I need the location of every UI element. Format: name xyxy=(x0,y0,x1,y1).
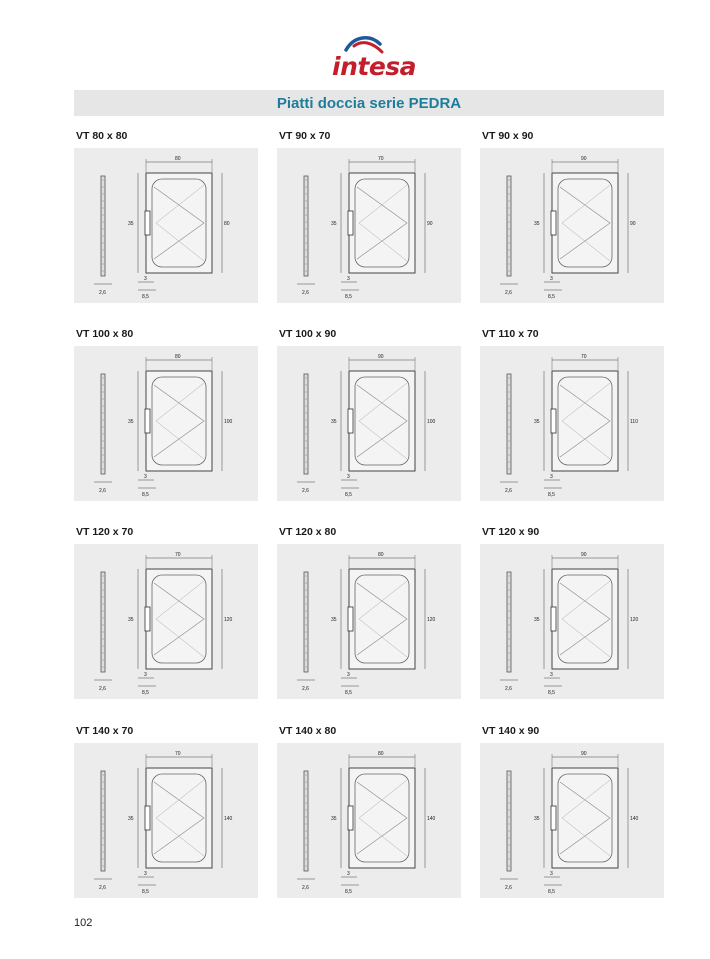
svg-text:8,5: 8,5 xyxy=(142,294,149,300)
technical-drawing xyxy=(277,743,461,898)
svg-text:100: 100 xyxy=(224,419,233,425)
svg-text:90: 90 xyxy=(630,221,636,227)
svg-text:35: 35 xyxy=(534,617,540,623)
technical-drawing xyxy=(480,743,664,898)
svg-text:2,6: 2,6 xyxy=(302,686,309,692)
svg-text:8,5: 8,5 xyxy=(345,889,352,895)
svg-text:35: 35 xyxy=(534,419,540,425)
svg-text:35: 35 xyxy=(534,221,540,227)
svg-text:8,5: 8,5 xyxy=(548,690,555,696)
svg-text:90: 90 xyxy=(581,156,587,162)
svg-text:3: 3 xyxy=(144,672,147,678)
svg-text:3: 3 xyxy=(550,276,553,282)
technical-drawing xyxy=(74,148,258,303)
svg-text:3: 3 xyxy=(347,871,350,877)
technical-drawing xyxy=(277,544,461,699)
technical-drawing xyxy=(480,148,664,303)
svg-text:35: 35 xyxy=(331,221,337,227)
svg-text:80: 80 xyxy=(175,354,181,360)
svg-text:2,6: 2,6 xyxy=(505,290,512,296)
svg-text:8,5: 8,5 xyxy=(345,690,352,696)
svg-text:35: 35 xyxy=(331,816,337,822)
svg-text:3: 3 xyxy=(347,276,350,282)
svg-text:3: 3 xyxy=(550,474,553,480)
shower-tray-drawing xyxy=(480,544,664,699)
title-bar xyxy=(74,90,664,116)
model-label: VT 140 x 90 xyxy=(482,725,540,737)
svg-text:2,6: 2,6 xyxy=(505,686,512,692)
technical-drawing xyxy=(480,544,664,699)
shower-tray-drawing xyxy=(277,544,461,699)
svg-text:3: 3 xyxy=(550,672,553,678)
svg-text:8,5: 8,5 xyxy=(142,492,149,498)
shower-tray-drawing xyxy=(480,346,664,501)
svg-text:2,6: 2,6 xyxy=(505,488,512,494)
model-label: VT 120 x 90 xyxy=(482,526,540,538)
svg-text:80: 80 xyxy=(378,552,384,558)
svg-text:3: 3 xyxy=(144,276,147,282)
svg-text:140: 140 xyxy=(427,816,436,822)
brand-logo xyxy=(320,34,420,84)
model-label: VT 120 x 80 xyxy=(279,526,337,538)
shower-tray-drawing xyxy=(277,743,461,898)
shower-tray-drawing xyxy=(74,743,258,898)
svg-text:3: 3 xyxy=(347,474,350,480)
svg-text:70: 70 xyxy=(175,552,181,558)
svg-text:3: 3 xyxy=(144,474,147,480)
model-label: VT 100 x 80 xyxy=(76,328,134,340)
svg-text:2,6: 2,6 xyxy=(99,290,106,296)
shower-tray-drawing xyxy=(74,148,258,303)
technical-drawing xyxy=(480,346,664,501)
svg-text:2,6: 2,6 xyxy=(99,488,106,494)
svg-text:80: 80 xyxy=(224,221,230,227)
svg-text:80: 80 xyxy=(378,751,384,757)
model-label: VT 110 x 70 xyxy=(482,328,539,340)
svg-text:140: 140 xyxy=(224,816,233,822)
svg-text:110: 110 xyxy=(630,419,638,425)
model-label: VT 120 x 70 xyxy=(76,526,134,538)
svg-text:35: 35 xyxy=(128,221,134,227)
svg-text:35: 35 xyxy=(331,617,337,623)
page-title: Piatti doccia serie PEDRA xyxy=(276,94,462,112)
svg-text:8,5: 8,5 xyxy=(548,492,555,498)
svg-text:35: 35 xyxy=(128,617,134,623)
svg-text:120: 120 xyxy=(427,617,436,623)
shower-tray-drawing xyxy=(480,743,664,898)
svg-text:2,6: 2,6 xyxy=(99,885,106,891)
svg-text:70: 70 xyxy=(175,751,181,757)
shower-tray-drawing xyxy=(277,148,461,303)
model-label: VT 90 x 70 xyxy=(279,130,331,142)
svg-text:120: 120 xyxy=(630,617,639,623)
svg-text:100: 100 xyxy=(427,419,436,425)
svg-text:8,5: 8,5 xyxy=(345,294,352,300)
svg-text:2,6: 2,6 xyxy=(302,290,309,296)
svg-text:8,5: 8,5 xyxy=(345,492,352,498)
svg-text:90: 90 xyxy=(427,221,433,227)
page-number: 102 xyxy=(74,917,93,929)
svg-text:2,6: 2,6 xyxy=(505,885,512,891)
svg-text:90: 90 xyxy=(581,751,587,757)
svg-text:2,6: 2,6 xyxy=(302,488,309,494)
svg-text:8,5: 8,5 xyxy=(142,889,149,895)
brand-name: intesa xyxy=(332,52,417,81)
svg-text:3: 3 xyxy=(144,871,147,877)
svg-text:90: 90 xyxy=(378,354,384,360)
svg-text:3: 3 xyxy=(550,871,553,877)
svg-text:90: 90 xyxy=(581,552,587,558)
technical-drawing xyxy=(74,346,258,501)
svg-text:35: 35 xyxy=(128,419,134,425)
svg-text:8,5: 8,5 xyxy=(548,889,555,895)
svg-text:35: 35 xyxy=(331,419,337,425)
svg-text:140: 140 xyxy=(630,816,639,822)
svg-text:2,6: 2,6 xyxy=(99,686,106,692)
svg-text:80: 80 xyxy=(175,156,181,162)
svg-text:70: 70 xyxy=(581,354,587,360)
svg-text:8,5: 8,5 xyxy=(548,294,555,300)
model-label: VT 80 x 80 xyxy=(76,130,128,142)
shower-tray-drawing xyxy=(277,346,461,501)
shower-tray-drawing xyxy=(480,148,664,303)
shower-tray-drawing xyxy=(74,544,258,699)
model-label: VT 140 x 70 xyxy=(76,725,134,737)
svg-text:3: 3 xyxy=(347,672,350,678)
model-label: VT 140 x 80 xyxy=(279,725,337,737)
model-label: VT 100 x 90 xyxy=(279,328,337,340)
svg-text:8,5: 8,5 xyxy=(142,690,149,696)
svg-text:35: 35 xyxy=(534,816,540,822)
technical-drawing xyxy=(277,148,461,303)
svg-text:2,6: 2,6 xyxy=(302,885,309,891)
shower-tray-drawing xyxy=(74,346,258,501)
svg-text:70: 70 xyxy=(378,156,384,162)
technical-drawing xyxy=(74,743,258,898)
svg-text:120: 120 xyxy=(224,617,233,623)
model-label: VT 90 x 90 xyxy=(482,130,534,142)
technical-drawing xyxy=(74,544,258,699)
technical-drawing xyxy=(277,346,461,501)
svg-text:35: 35 xyxy=(128,816,134,822)
